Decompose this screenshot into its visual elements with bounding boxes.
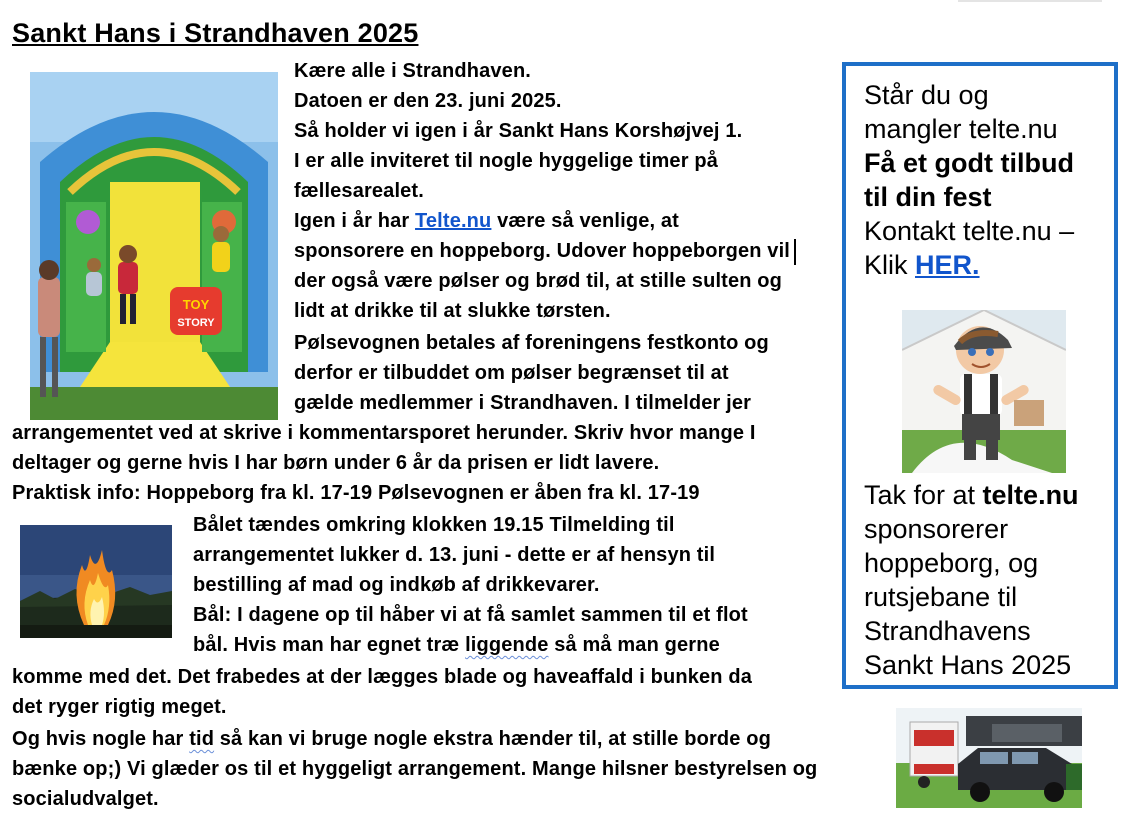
- sponsor-text: Kontakt telte.nu –: [864, 216, 1075, 246]
- sponsor-thanks-prefix: Tak for at: [864, 480, 983, 510]
- text-line: fællesarealet.: [294, 180, 424, 202]
- text-line: Datoen er den 23. juni 2025.: [294, 90, 562, 112]
- text-line: lidt at drikke til at slukke tørsten.: [294, 300, 611, 322]
- text-line: [294, 206, 679, 236]
- bonfire-photo: [20, 525, 172, 638]
- sausage-wagon-photo: [896, 708, 1082, 808]
- text-line: Kære alle i Strandhaven.: [294, 60, 532, 82]
- sponsor-text: mangler telte.nu: [864, 114, 1058, 144]
- text-line: bestilling af mad og indkøb af drikkevarer.: [193, 574, 600, 596]
- sponsor-text: Står du og: [864, 80, 989, 110]
- text-line: Pølsevognen betales af foreningens festkonto og: [294, 332, 769, 354]
- text-line: Praktisk info: Hoppeborg fra kl. 17-19 Pølsevognen er åben fra kl. 17-19: [12, 482, 700, 504]
- telte-nu-link[interactable]: Telte.nu: [415, 210, 492, 232]
- text-segment: så må man gerne: [548, 634, 720, 656]
- text-line: komme med det. Det frabedes at der lægges blade og haveaffald i bunken da: [12, 666, 753, 688]
- text-line: Bål: I dagene op til håber vi at få samlet sammen til et flot: [193, 604, 748, 626]
- text-segment: så kan vi bruge nogle ekstra hænder til, at stille borde og: [214, 728, 771, 750]
- spellcheck-word: liggende: [465, 634, 549, 656]
- spellcheck-word: tid: [189, 728, 215, 750]
- sponsor-name: telte.nu: [982, 480, 1079, 510]
- sponsor-cta: [864, 248, 980, 282]
- top-divider: [958, 0, 1102, 2]
- sponsor-headline: til din fest: [864, 182, 992, 212]
- sponsor-cta-prefix: Klik: [864, 250, 916, 280]
- page-title: Sankt Hans i Strandhaven 2025: [12, 18, 419, 48]
- text-line: I er alle inviteret til nogle hyggelige timer på: [294, 150, 718, 172]
- sponsor-text: rutsjebane til: [864, 582, 1018, 612]
- text-segment: Og hvis nogle har: [12, 728, 190, 750]
- text-line: derfor er tilbuddet om pølser begrænset til at: [294, 362, 729, 384]
- text-line: arrangementet lukker d. 13. juni - dette er af hensyn til: [193, 544, 716, 566]
- text-line: arrangementet ved at skrive i kommentarsporet herunder. Skriv hvor mange I: [12, 422, 756, 444]
- text-line: gælde medlemmer i Strandhaven. I tilmelder jer: [294, 392, 752, 414]
- text-line: [193, 630, 720, 660]
- text-segment: være så venlige, at: [491, 210, 679, 232]
- bouncy-castle-photo: [30, 72, 278, 420]
- text-segment: bål. Hvis man har egnet træ: [193, 634, 466, 656]
- text-segment: Igen i år har: [294, 210, 416, 232]
- toy-badge-line2: STORY: [177, 317, 215, 329]
- text-line: socialudvalget.: [12, 788, 159, 810]
- sponsor-text: hoppeborg, og: [864, 548, 1039, 578]
- tent-mascot-image: [902, 310, 1066, 473]
- sponsor-thanks: [864, 478, 1079, 512]
- text-line: [294, 236, 796, 266]
- text-segment: sponsorere en hoppeborg. Udover hoppeborgen vil: [294, 240, 790, 262]
- her-link[interactable]: HER.: [915, 250, 980, 280]
- text-line: Bålet tændes omkring klokken 19.15 Tilmelding til: [193, 514, 675, 536]
- sponsor-text: Strandhavens: [864, 616, 1031, 646]
- toy-badge-line1: TOY: [182, 297, 210, 312]
- sponsor-box: [842, 62, 1118, 689]
- text-line: deltager og gerne hvis I har børn under 6 år da prisen er lidt lavere.: [12, 452, 660, 474]
- text-line: der også være pølser og brød til, at stille sulten og: [294, 270, 783, 292]
- text-line: [12, 724, 771, 754]
- sponsor-text: sponsorerer: [864, 514, 1009, 544]
- text-cursor: [794, 239, 796, 265]
- text-line: det ryger rigtig meget.: [12, 696, 227, 718]
- text-line: Så holder vi igen i år Sankt Hans Korshøjvej 1.: [294, 120, 743, 142]
- sponsor-text: Sankt Hans 2025: [864, 650, 1072, 680]
- text-line: bænke op;) Vi glæder os til et hyggeligt arrangement. Mange hilsner bestyrelsen og: [12, 758, 818, 780]
- sponsor-headline: Få et godt tilbud: [864, 148, 1074, 178]
